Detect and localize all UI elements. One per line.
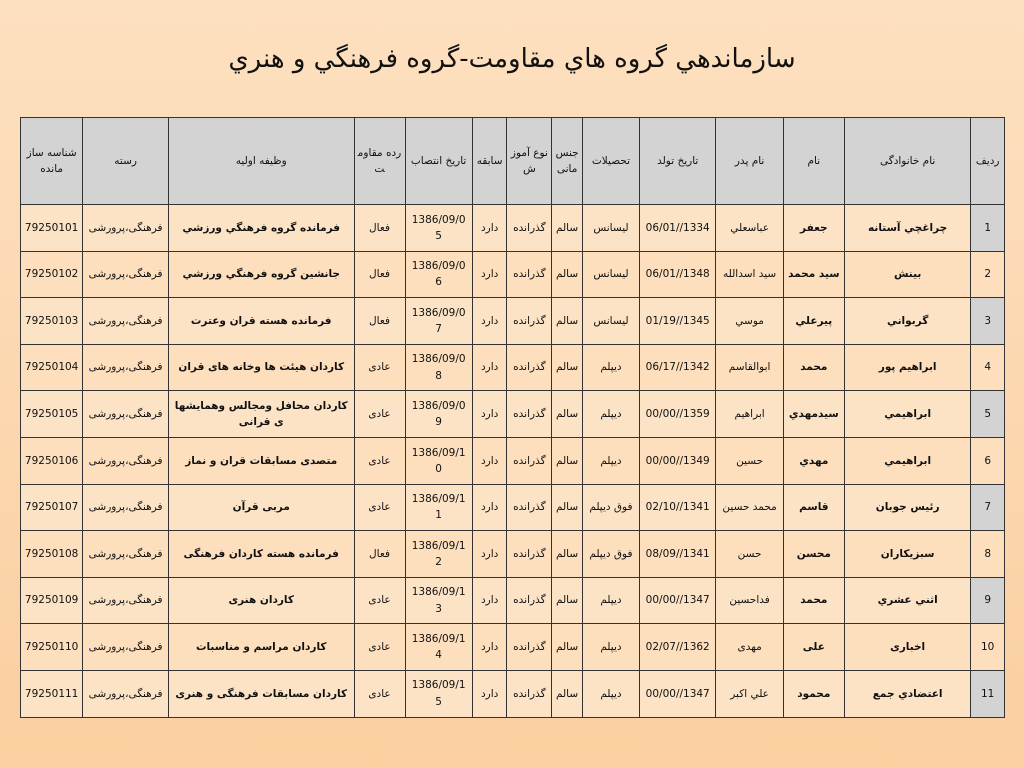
cell-family: سبزيکاران [844, 531, 970, 578]
cell-code: 79250102 [21, 251, 83, 298]
cell-record: دارد [472, 344, 507, 391]
cell-record: دارد [472, 484, 507, 531]
cell-family: اثني عشري [844, 577, 970, 624]
cell-record: دارد [472, 437, 507, 484]
cell-branch: فرهنگی،پرورشی [83, 577, 169, 624]
cell-idx: 10 [971, 624, 1005, 671]
cell-duty: مربی قرآن [168, 484, 354, 531]
cell-training: گذرانده [507, 670, 552, 717]
cell-edu: ديپلم [582, 391, 639, 438]
table-row [21, 344, 1005, 391]
cell-gender: سالم [552, 670, 583, 717]
cell-duty: متصدی مسابقات قران و نماز [168, 437, 354, 484]
cell-name: جعفر [783, 205, 844, 252]
cell-father: محمد حسين [716, 484, 783, 531]
cell-father: ابراهيم [716, 391, 783, 438]
cell-duty: فرمانده گروه فرهنگي ورزشي [168, 205, 354, 252]
cell-record: دارد [472, 251, 507, 298]
cell-code: 79250101 [21, 205, 83, 252]
cell-father: عباسعلي [716, 205, 783, 252]
cell-name: سيدمهدي [783, 391, 844, 438]
cell-gender: سالم [552, 484, 583, 531]
cell-training: گذرانده [507, 251, 552, 298]
header-cell: نام [783, 118, 844, 205]
cell-branch: فرهنگی،پرورشی [83, 531, 169, 578]
cell-code: 79250103 [21, 298, 83, 345]
table-row [21, 205, 1005, 252]
header-cell: تاريخ تولد [639, 118, 715, 205]
cell-name: سيد محمد [783, 251, 844, 298]
header-cell: رسته [83, 118, 169, 205]
header-cell: شناسه سازمانده [21, 118, 83, 205]
cell-family: ابراهيمي [844, 437, 970, 484]
cell-father: سيد اسدالله [716, 251, 783, 298]
cell-record: دارد [472, 531, 507, 578]
cell-branch: فرهنگی،پرورشی [83, 344, 169, 391]
cell-edu: ليسانس [582, 298, 639, 345]
cell-appoint: 1386/09/06 [405, 251, 472, 298]
cell-birth: 1342//06/17 [639, 344, 715, 391]
cell-appoint: 1386/09/15 [405, 670, 472, 717]
cell-branch: فرهنگی،پرورشی [83, 670, 169, 717]
cell-birth: 1349//00/00 [639, 437, 715, 484]
cell-name: محمود [783, 670, 844, 717]
cell-training: گذرانده [507, 205, 552, 252]
cell-training: گذرانده [507, 391, 552, 438]
cell-birth: 1341//02/10 [639, 484, 715, 531]
cell-rank: عادی [354, 484, 405, 531]
cell-gender: سالم [552, 624, 583, 671]
cell-rank: عادی [354, 437, 405, 484]
cell-birth: 1359//00/00 [639, 391, 715, 438]
cell-father: مهدی [716, 624, 783, 671]
cell-appoint: 1386/09/10 [405, 437, 472, 484]
cell-gender: سالم [552, 205, 583, 252]
cell-duty: کاردان محافل ومجالس وهمايشهای قرانی [168, 391, 354, 438]
cell-gender: سالم [552, 531, 583, 578]
cell-training: گذرانده [507, 624, 552, 671]
cell-father: موسي [716, 298, 783, 345]
cell-record: دارد [472, 624, 507, 671]
cell-idx: 5 [971, 391, 1005, 438]
cell-idx: 7 [971, 484, 1005, 531]
cell-father: ابوالقاسم [716, 344, 783, 391]
cell-code: 79250104 [21, 344, 83, 391]
cell-father: حسن [716, 531, 783, 578]
cell-edu: ديپلم [582, 437, 639, 484]
table-row [21, 531, 1005, 578]
cell-birth: 1345//01/19 [639, 298, 715, 345]
table-body [21, 205, 1005, 718]
cell-gender: سالم [552, 344, 583, 391]
cell-training: گذرانده [507, 298, 552, 345]
cell-gender: سالم [552, 298, 583, 345]
cell-branch: فرهنگی،پرورشی [83, 205, 169, 252]
cell-appoint: 1386/09/08 [405, 344, 472, 391]
cell-family: بينش [844, 251, 970, 298]
table-row [21, 624, 1005, 671]
cell-training: گذرانده [507, 437, 552, 484]
cell-idx: 2 [971, 251, 1005, 298]
cell-idx: 11 [971, 670, 1005, 717]
header-cell: تاريخ انتصاب [405, 118, 472, 205]
table-row [21, 437, 1005, 484]
header-cell: جنس مانی [552, 118, 583, 205]
cell-training: گذرانده [507, 531, 552, 578]
cell-duty: فرمانده هسته کاردان فرهنگی [168, 531, 354, 578]
table-row [21, 251, 1005, 298]
cell-training: گذرانده [507, 577, 552, 624]
cell-family: ابراهيمي [844, 391, 970, 438]
cell-birth: 1334//06/01 [639, 205, 715, 252]
cell-branch: فرهنگی،پرورشی [83, 484, 169, 531]
cell-father: فداحسين [716, 577, 783, 624]
cell-rank: عادی [354, 391, 405, 438]
cell-branch: فرهنگی،پرورشی [83, 298, 169, 345]
cell-name: پيرعلي [783, 298, 844, 345]
cell-father: حسين [716, 437, 783, 484]
cell-appoint: 1386/09/09 [405, 391, 472, 438]
cell-duty: جانشين گروه فرهنگي ورزشي [168, 251, 354, 298]
cell-code: 79250110 [21, 624, 83, 671]
cell-duty: کاردان هيئت ها وخانه های قران [168, 344, 354, 391]
cell-edu: ديپلم [582, 670, 639, 717]
table-row [21, 391, 1005, 438]
cell-appoint: 1386/09/12 [405, 531, 472, 578]
cell-rank: فعال [354, 531, 405, 578]
cell-appoint: 1386/09/13 [405, 577, 472, 624]
cell-duty: کاردان مراسم و مناسبات [168, 624, 354, 671]
cell-branch: فرهنگی،پرورشی [83, 624, 169, 671]
cell-record: دارد [472, 577, 507, 624]
personnel-table [20, 117, 1005, 718]
header-cell: نوع آموزش [507, 118, 552, 205]
cell-code: 79250108 [21, 531, 83, 578]
cell-name: علی [783, 624, 844, 671]
cell-name: محمد [783, 344, 844, 391]
cell-branch: فرهنگی،پرورشی [83, 391, 169, 438]
cell-gender: سالم [552, 437, 583, 484]
cell-birth: 1347//00/00 [639, 577, 715, 624]
cell-name: محسن [783, 531, 844, 578]
cell-code: 79250111 [21, 670, 83, 717]
table-header-row [21, 118, 1005, 205]
cell-duty: کاردان هنری [168, 577, 354, 624]
cell-idx: 9 [971, 577, 1005, 624]
cell-edu: ديپلم [582, 577, 639, 624]
cell-edu: فوق ديپلم [582, 531, 639, 578]
cell-appoint: 1386/09/11 [405, 484, 472, 531]
cell-idx: 1 [971, 205, 1005, 252]
cell-branch: فرهنگی،پرورشی [83, 437, 169, 484]
cell-name: مهدي [783, 437, 844, 484]
cell-birth: 1341//08/09 [639, 531, 715, 578]
cell-duty: فرمانده هسته قران وعترت [168, 298, 354, 345]
cell-appoint: 1386/09/05 [405, 205, 472, 252]
cell-edu: فوق ديپلم [582, 484, 639, 531]
cell-rank: فعال [354, 251, 405, 298]
cell-family: چراغچي آستانه [844, 205, 970, 252]
cell-code: 79250105 [21, 391, 83, 438]
cell-birth: 1362//02/07 [639, 624, 715, 671]
cell-rank: فعال [354, 298, 405, 345]
header-cell: نام خانوادگی [844, 118, 970, 205]
cell-family: رئيس جوبان [844, 484, 970, 531]
cell-record: دارد [472, 205, 507, 252]
cell-record: دارد [472, 391, 507, 438]
cell-rank: عادی [354, 344, 405, 391]
table-row [21, 298, 1005, 345]
cell-father: علي اکبر [716, 670, 783, 717]
cell-branch: فرهنگی،پرورشی [83, 251, 169, 298]
header-cell: نام پدر [716, 118, 783, 205]
cell-idx: 4 [971, 344, 1005, 391]
cell-birth: 1348//06/01 [639, 251, 715, 298]
cell-code: 79250107 [21, 484, 83, 531]
cell-family: گربواني [844, 298, 970, 345]
cell-duty: کاردان مسابقات فرهنگی و هنری [168, 670, 354, 717]
cell-gender: سالم [552, 577, 583, 624]
cell-rank: عادی [354, 624, 405, 671]
page-title: سازماندهي گروه هاي مقاومت-گروه فرهنگي و هنري [228, 44, 796, 74]
cell-rank: عادی [354, 670, 405, 717]
header-cell: سابقه [472, 118, 507, 205]
cell-family: اعتضادي جمع [844, 670, 970, 717]
cell-training: گذرانده [507, 484, 552, 531]
cell-edu: ليسانس [582, 251, 639, 298]
cell-rank: عادی [354, 577, 405, 624]
header-cell: وظيفه اوليه [168, 118, 354, 205]
cell-name: محمد [783, 577, 844, 624]
cell-idx: 3 [971, 298, 1005, 345]
header-cell: تحصیلات [582, 118, 639, 205]
cell-appoint: 1386/09/07 [405, 298, 472, 345]
cell-edu: ديپلم [582, 624, 639, 671]
header-cell: ردیف [971, 118, 1005, 205]
cell-code: 79250106 [21, 437, 83, 484]
cell-record: دارد [472, 298, 507, 345]
cell-edu: ليسانس [582, 205, 639, 252]
table-row [21, 577, 1005, 624]
cell-edu: ديپلم [582, 344, 639, 391]
cell-rank: فعال [354, 205, 405, 252]
cell-birth: 1347//00/00 [639, 670, 715, 717]
cell-appoint: 1386/09/14 [405, 624, 472, 671]
cell-family: اخباری [844, 624, 970, 671]
cell-name: قاسم [783, 484, 844, 531]
table-row [21, 484, 1005, 531]
cell-code: 79250109 [21, 577, 83, 624]
cell-training: گذرانده [507, 344, 552, 391]
header-cell: رده مقاومت [354, 118, 405, 205]
cell-idx: 6 [971, 437, 1005, 484]
table-row [21, 670, 1005, 717]
cell-idx: 8 [971, 531, 1005, 578]
cell-gender: سالم [552, 251, 583, 298]
cell-gender: سالم [552, 391, 583, 438]
cell-family: ابراهيم پور [844, 344, 970, 391]
cell-record: دارد [472, 670, 507, 717]
